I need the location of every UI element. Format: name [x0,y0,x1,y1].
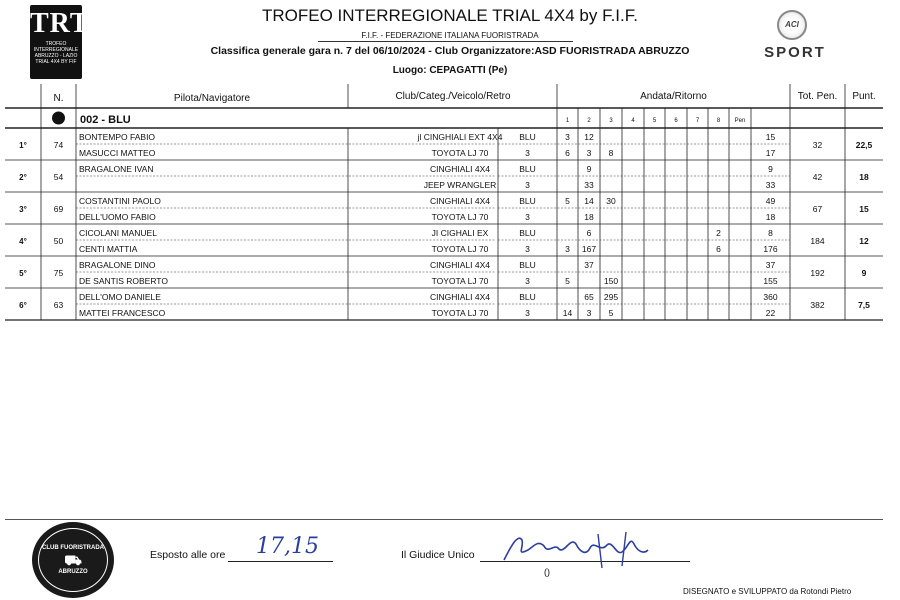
row-points: 15 [859,204,869,214]
zone-col-header-2: 2 [587,118,591,124]
row-retro: 3 [525,212,530,222]
row-zone-ritorno: 5 [608,308,614,318]
row-club: CINGHIALI 4X4 [430,196,490,206]
row-subtotal-ritorno: 33 [765,180,776,190]
row-zone-andata: 37 [584,260,594,270]
giudice-label: Il Giudice Unico [401,549,475,561]
row-category: BLU [519,132,536,142]
row-points: 12 [859,236,869,246]
row-pilot: DELL'OMO DANIELE [79,292,161,302]
row-total-penalty: 42 [812,172,823,182]
row-club: CINGHIALI 4X4 [430,260,490,270]
row-zone-ritorno: 33 [584,180,594,190]
row-position: 6° [19,301,27,310]
row-category: BLU [519,196,536,206]
row-zone-andata: 30 [606,196,616,206]
row-points: 18 [859,172,869,182]
esposto-label: Esposto alle ore [150,549,226,561]
row-navigator: MASUCCI MATTEO [79,148,156,158]
sport-wordmark: SPORT [764,44,826,61]
row-total-penalty: 184 [810,236,825,246]
header-andata: Andata/Ritorno [640,91,707,102]
row-club: CINGHIALI 4X4 [430,292,490,302]
row-vehicle: JEEP WRANGLER [423,180,497,190]
logo-title: TRT [30,8,90,39]
row-position: 4° [19,237,27,246]
row-zone-ritorno: 14 [562,308,573,318]
row-zone-ritorno: 6 [716,244,721,254]
row-subtotal-andata: 37 [765,260,776,270]
logo-line-2: ABRUZZO - LAZIO [34,53,78,59]
row-points: 22,5 [855,140,873,150]
row-retro: 3 [525,148,530,158]
row-navigator: CENTI MATTIA [79,244,138,254]
row-zone-andata: 6 [586,228,592,238]
row-vehicle: TOYOTA LJ 70 [431,244,489,254]
judge-signature [498,526,668,574]
header-tot: Tot. Pen. [797,91,838,102]
row-category: BLU [519,292,536,302]
row-retro: 3 [525,308,530,318]
row-zone-andata: 295 [603,292,619,302]
row-position: 2° [19,173,27,182]
classification-title: Classifica generale gara n. 7 del 06/10/2024 - Club Organizzatore:ASD FUORISTRADA ABRUZZO [210,45,690,57]
row-club: JI CIGHALI EX [431,228,489,238]
zone-col-header-3: 3 [609,118,613,124]
aci-sport-logo [755,10,835,68]
club-seal-logo [32,522,114,598]
row-subtotal-ritorno: 22 [765,308,776,318]
row-number: 54 [53,172,64,182]
zone-col-header-5: 5 [652,118,657,124]
row-vehicle: TOYOTA LJ 70 [431,148,489,158]
row-total-penalty: 192 [810,268,825,278]
row-subtotal-andata: 360 [763,292,778,302]
row-zone-andata: 9 [586,164,592,174]
row-number: 69 [53,204,64,214]
row-position: 3° [19,205,27,214]
row-zone-andata: 14 [584,196,594,206]
row-subtotal-ritorno: 176 [763,244,778,254]
row-pilot: BRAGALONE IVAN [79,164,154,174]
row-category: BLU [519,260,536,270]
category-label: 002 - BLU [80,114,131,126]
row-position: 1° [19,141,27,150]
row-retro: 3 [525,180,530,190]
federation-name: F.I.F. - FEDERAZIONE ITALIANA FUORISTRADA [361,31,539,40]
row-zone-ritorno: 8 [608,148,614,158]
zone-col-header-1: 1 [565,118,570,124]
row-navigator: DE SANTIS ROBERTO [79,276,168,286]
row-total-penalty: 67 [812,204,823,214]
row-club: jl CINGHIALI EXT 4X4 [417,132,503,142]
row-zone-ritorno: 3 [586,148,592,158]
logo-line-1: TROFEO INTERREGIONALE [33,41,79,53]
row-pilot: CICOLANI MANUEL [79,228,157,238]
row-total-penalty: 382 [810,300,825,310]
row-subtotal-andata: 9 [768,164,773,174]
category-dot-icon [52,112,65,125]
row-subtotal-ritorno: 155 [763,276,778,286]
row-subtotal-andata: 8 [768,228,773,238]
row-points: 7,5 [858,300,870,310]
esposto-handwritten-time: 17,15 [256,534,319,559]
row-retro: 3 [525,276,530,286]
seal-text-line-2: ABRUZZO [58,569,88,575]
row-zone-andata: 65 [584,292,594,302]
zone-col-header-6: 6 [674,118,678,124]
row-zone-ritorno: 3 [565,244,570,254]
location-label: Luogo: CEPAGATTI (Pe) [392,65,508,76]
row-subtotal-ritorno: 17 [765,148,776,158]
row-vehicle: TOYOTA LJ 70 [431,276,489,286]
row-category: BLU [519,228,536,238]
results-table [0,84,900,324]
row-zone-andata: 5 [565,196,570,206]
row-number: 74 [53,140,64,150]
header-divider [318,41,573,42]
esposto-line [228,561,333,562]
row-zone-andata: 12 [584,132,594,142]
row-zone-ritorno: 150 [603,276,619,286]
row-subtotal-andata: 49 [765,196,776,206]
row-points: 9 [861,268,867,278]
row-pilot: BONTEMPO FABIO [79,132,156,142]
header-club: Club/Categ./Veicolo/Retro [395,91,511,102]
row-zone-ritorno: 3 [586,308,592,318]
row-subtotal-andata: 15 [765,132,776,142]
row-retro: 3 [525,244,530,254]
row-navigator: MATTEI FRANCESCO [79,308,166,318]
row-zone-ritorno: 6 [565,148,570,158]
row-vehicle: TOYOTA LJ 70 [431,308,489,318]
row-subtotal-ritorno: 18 [765,212,776,222]
row-category: BLU [519,164,536,174]
row-total-penalty: 32 [812,140,823,150]
header-punt: Punt. [852,91,876,102]
seal-text-line-1: CLUB FUORISTRADA [42,545,104,551]
row-zone-ritorno: 167 [581,244,597,254]
zone-col-header-8: 8 [716,118,721,124]
row-number: 50 [53,236,64,246]
header-n: N. [53,93,64,104]
document-title: TROFEO INTERREGIONALE TRIAL 4X4 by F.I.F. [262,6,638,25]
zone-col-header-Pen: Pen [734,118,746,124]
row-number: 75 [53,268,64,278]
zone-col-header-4: 4 [631,118,635,124]
aci-badge: ACI [777,10,807,40]
footer-divider [5,519,883,520]
jeep-icon: ⛟ [64,552,82,568]
row-zone-andata: 3 [565,132,570,142]
row-zone-andata: 2 [716,228,721,238]
row-navigator: DELL'UOMO FABIO [79,212,156,222]
row-vehicle: TOYOTA LJ 70 [431,212,489,222]
credits-text: DISEGNATO e SVILUPPATO da Rotondi Pietro [683,587,852,596]
row-position: 5° [19,269,27,278]
row-pilot: BRAGALONE DINO [79,260,156,270]
header-pilota: Pilota/Navigatore [173,93,251,104]
zone-col-header-7: 7 [695,118,700,124]
row-number: 63 [53,300,64,310]
row-zone-ritorno: 18 [584,212,594,222]
row-club: CINGHIALI 4X4 [430,164,490,174]
logo-line-3: TRIAL 4X4 BY FIF [35,59,77,65]
row-zone-ritorno: 5 [565,276,570,286]
giudice-parentheses: () [544,567,550,577]
row-pilot: COSTANTINI PAOLO [79,196,161,206]
